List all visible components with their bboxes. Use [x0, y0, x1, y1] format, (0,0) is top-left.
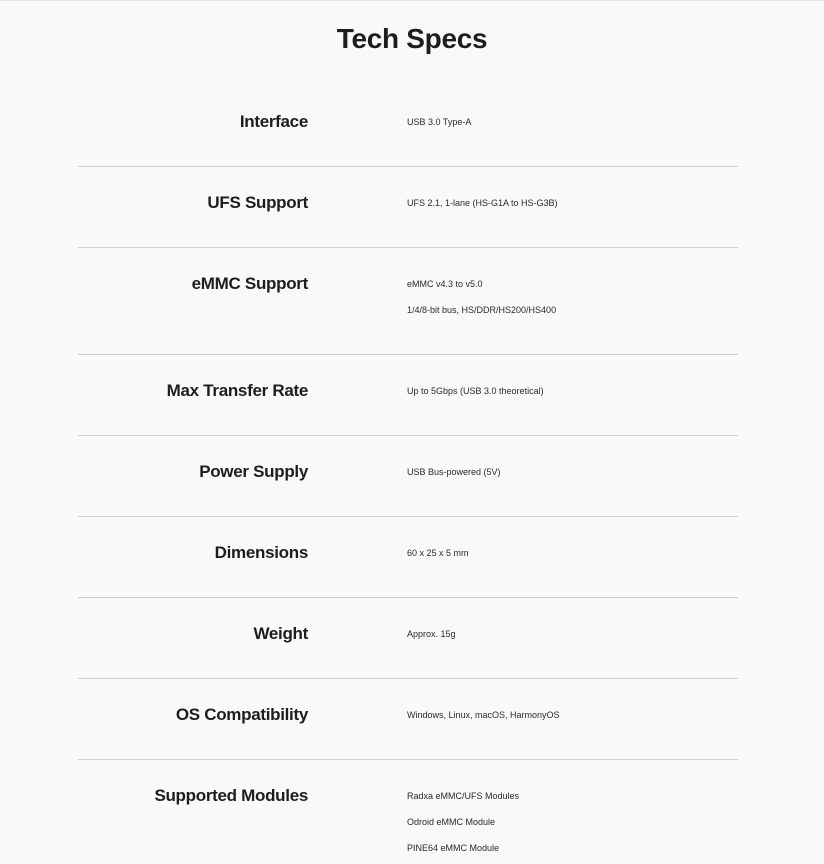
spec-label: Max Transfer Rate [166, 381, 308, 400]
spec-row-os-compatibility [78, 679, 738, 760]
spec-values [407, 679, 738, 759]
spec-value: USB Bus-powered (5V) [407, 467, 501, 477]
spec-row-emmc-support [78, 248, 738, 355]
spec-value: UFS 2.1, 1-lane (HS-G1A to HS-G3B) [407, 198, 558, 208]
spec-label: Power Supply [199, 462, 308, 481]
spec-values [407, 86, 738, 166]
spec-label: OS Compatibility [175, 705, 308, 724]
spec-value: 1/4/8-bit bus, HS/DDR/HS200/HS400 [407, 305, 557, 315]
spec-label: Dimensions [214, 543, 308, 562]
spec-label: Weight [253, 624, 308, 643]
spec-values [407, 598, 738, 678]
tech-specs-table [78, 86, 738, 864]
spec-row-dimensions [78, 517, 738, 598]
spec-value: 60 x 25 x 5 mm [407, 548, 469, 558]
spec-value: Windows, Linux, macOS, HarmonyOS [407, 710, 560, 720]
spec-label: eMMC Support [191, 274, 308, 293]
spec-value: Approx. 15g [407, 629, 456, 639]
spec-values [407, 355, 738, 435]
spec-row-max-transfer-rate [78, 355, 738, 436]
spec-values [407, 760, 738, 864]
spec-label: Interface [239, 112, 308, 131]
top-divider [0, 0, 824, 1]
spec-label: Supported Modules [154, 786, 308, 805]
spec-value: PINE64 eMMC Module [407, 843, 500, 853]
spec-values [407, 436, 738, 516]
spec-row-supported-modules [78, 760, 738, 864]
spec-row-ufs-support [78, 167, 738, 248]
spec-values [407, 248, 738, 354]
spec-values [407, 517, 738, 597]
spec-value: Up to 5Gbps (USB 3.0 theoretical) [407, 386, 544, 396]
spec-value: Odroid eMMC Module [407, 817, 496, 827]
page-title: Tech Specs [336, 22, 488, 54]
spec-value: eMMC v4.3 to v5.0 [407, 279, 483, 289]
spec-label: UFS Support [207, 193, 308, 212]
spec-values [407, 167, 738, 247]
spec-row-power-supply [78, 436, 738, 517]
spec-row-interface [78, 86, 738, 167]
spec-row-weight [78, 598, 738, 679]
spec-value: USB 3.0 Type-A [407, 117, 472, 127]
spec-value: Radxa eMMC/UFS Modules [407, 791, 520, 801]
